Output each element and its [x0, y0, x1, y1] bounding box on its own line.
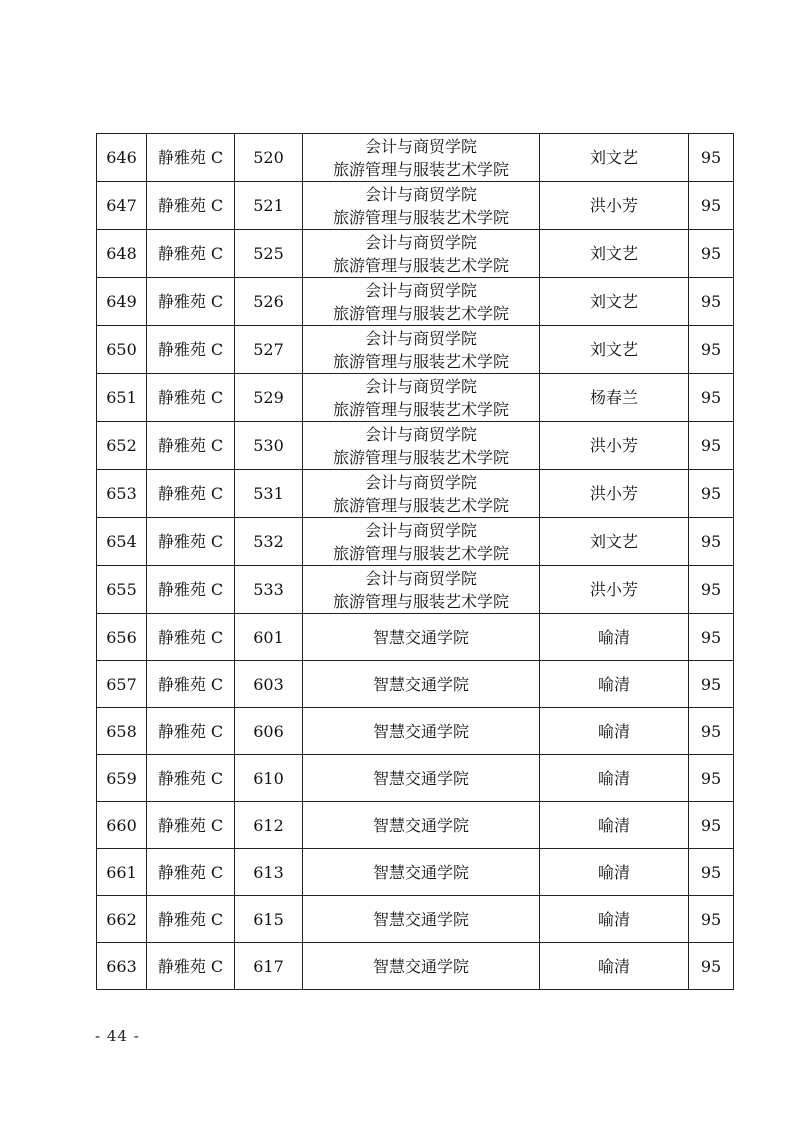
table-row: [97, 566, 734, 614]
college-name: 智慧交通学院: [372, 862, 469, 882]
table-row: [97, 849, 734, 896]
college-name: 旅游管理与服装艺术学院: [332, 303, 509, 323]
table-row: [97, 230, 734, 278]
table-row: [97, 943, 734, 990]
teacher-cell: 喻清: [540, 708, 689, 755]
college-name: 旅游管理与服装艺术学院: [332, 255, 509, 275]
college-cell: [303, 755, 540, 802]
building-cell: 静雅苑 C: [147, 566, 235, 614]
table-row: [97, 422, 734, 470]
row-number-cell: 654: [97, 518, 147, 566]
college-cell: [303, 896, 540, 943]
row-number-cell: 647: [97, 182, 147, 230]
teacher-cell: 喻清: [540, 943, 689, 990]
college-name: 智慧交通学院: [372, 815, 469, 835]
college-name: 会计与商贸学院: [364, 424, 477, 444]
college-cell: [303, 422, 540, 470]
score-cell: 95: [689, 374, 734, 422]
table-row: [97, 755, 734, 802]
table-row: [97, 134, 734, 182]
score-cell: 95: [689, 755, 734, 802]
building-cell: 静雅苑 C: [147, 708, 235, 755]
college-cell: [303, 566, 540, 614]
score-cell: 95: [689, 614, 734, 661]
college-cell: [303, 518, 540, 566]
college-name: 会计与商贸学院: [364, 136, 477, 156]
room-number-cell: 533: [235, 566, 303, 614]
score-cell: 95: [689, 849, 734, 896]
college-cell: [303, 708, 540, 755]
score-cell: 95: [689, 278, 734, 326]
score-cell: 95: [689, 566, 734, 614]
score-cell: 95: [689, 134, 734, 182]
row-number-cell: 658: [97, 708, 147, 755]
room-number-cell: 529: [235, 374, 303, 422]
row-number-cell: 662: [97, 896, 147, 943]
college-name: 会计与商贸学院: [364, 472, 477, 492]
college-cell: [303, 182, 540, 230]
college-name: 旅游管理与服装艺术学院: [332, 159, 509, 179]
table-row: [97, 708, 734, 755]
teacher-cell: 刘文艺: [540, 230, 689, 278]
teacher-cell: 喻清: [540, 849, 689, 896]
teacher-cell: 刘文艺: [540, 326, 689, 374]
teacher-cell: 刘文艺: [540, 278, 689, 326]
teacher-cell: 洪小芳: [540, 470, 689, 518]
building-cell: 静雅苑 C: [147, 896, 235, 943]
teacher-cell: 杨春兰: [540, 374, 689, 422]
college-cell: [303, 326, 540, 374]
row-number-cell: 646: [97, 134, 147, 182]
score-cell: 95: [689, 230, 734, 278]
row-number-cell: 660: [97, 802, 147, 849]
college-cell: [303, 374, 540, 422]
score-cell: 95: [689, 708, 734, 755]
teacher-cell: 喻清: [540, 755, 689, 802]
row-number-cell: 653: [97, 470, 147, 518]
college-cell: [303, 278, 540, 326]
table-row: [97, 661, 734, 708]
row-number-cell: 652: [97, 422, 147, 470]
teacher-cell: 喻清: [540, 661, 689, 708]
row-number-cell: 657: [97, 661, 147, 708]
college-name: 旅游管理与服装艺术学院: [332, 591, 509, 611]
building-cell: 静雅苑 C: [147, 849, 235, 896]
college-name: 智慧交通学院: [372, 674, 469, 694]
table-row: [97, 518, 734, 566]
college-name: 旅游管理与服装艺术学院: [332, 207, 509, 227]
table-row: [97, 182, 734, 230]
teacher-cell: 喻清: [540, 896, 689, 943]
building-cell: 静雅苑 C: [147, 230, 235, 278]
college-name: 会计与商贸学院: [364, 184, 477, 204]
teacher-cell: 刘文艺: [540, 134, 689, 182]
table-row: [97, 802, 734, 849]
college-cell: [303, 230, 540, 278]
room-number-cell: 526: [235, 278, 303, 326]
room-number-cell: 617: [235, 943, 303, 990]
score-cell: 95: [689, 802, 734, 849]
building-cell: 静雅苑 C: [147, 518, 235, 566]
college-name: 会计与商贸学院: [364, 328, 477, 348]
room-number-cell: 525: [235, 230, 303, 278]
table-row: [97, 896, 734, 943]
table-row: [97, 470, 734, 518]
building-cell: 静雅苑 C: [147, 182, 235, 230]
room-number-cell: 615: [235, 896, 303, 943]
building-cell: 静雅苑 C: [147, 943, 235, 990]
college-name: 会计与商贸学院: [364, 232, 477, 252]
row-number-cell: 656: [97, 614, 147, 661]
college-name: 智慧交通学院: [372, 956, 469, 976]
building-cell: 静雅苑 C: [147, 134, 235, 182]
page-number: - 44 -: [95, 1027, 140, 1045]
room-number-cell: 613: [235, 849, 303, 896]
teacher-cell: 喻清: [540, 614, 689, 661]
row-number-cell: 663: [97, 943, 147, 990]
college-name: 旅游管理与服装艺术学院: [332, 543, 509, 563]
room-number-cell: 521: [235, 182, 303, 230]
room-number-cell: 612: [235, 802, 303, 849]
score-cell: 95: [689, 326, 734, 374]
college-name: 智慧交通学院: [372, 768, 469, 788]
dormitory-score-table: [96, 133, 734, 990]
row-number-cell: 661: [97, 849, 147, 896]
college-cell: [303, 661, 540, 708]
room-number-cell: 610: [235, 755, 303, 802]
college-cell: [303, 614, 540, 661]
building-cell: 静雅苑 C: [147, 326, 235, 374]
score-cell: 95: [689, 518, 734, 566]
row-number-cell: 655: [97, 566, 147, 614]
row-number-cell: 650: [97, 326, 147, 374]
room-number-cell: 603: [235, 661, 303, 708]
room-number-cell: 520: [235, 134, 303, 182]
building-cell: 静雅苑 C: [147, 278, 235, 326]
college-name: 智慧交通学院: [372, 909, 469, 929]
score-cell: 95: [689, 661, 734, 708]
table-row: [97, 374, 734, 422]
row-number-cell: 649: [97, 278, 147, 326]
college-cell: [303, 943, 540, 990]
college-name: 会计与商贸学院: [364, 376, 477, 396]
teacher-cell: 洪小芳: [540, 566, 689, 614]
college-name: 旅游管理与服装艺术学院: [332, 351, 509, 371]
college-name: 智慧交通学院: [372, 721, 469, 741]
room-number-cell: 532: [235, 518, 303, 566]
college-name: 会计与商贸学院: [364, 520, 477, 540]
score-cell: 95: [689, 896, 734, 943]
row-number-cell: 659: [97, 755, 147, 802]
room-number-cell: 606: [235, 708, 303, 755]
table-body: [97, 134, 734, 990]
score-cell: 95: [689, 470, 734, 518]
teacher-cell: 洪小芳: [540, 182, 689, 230]
room-number-cell: 527: [235, 326, 303, 374]
room-number-cell: 601: [235, 614, 303, 661]
college-name: 会计与商贸学院: [364, 568, 477, 588]
college-name: 智慧交通学院: [372, 627, 469, 647]
college-name: 旅游管理与服装艺术学院: [332, 495, 509, 515]
college-name: 会计与商贸学院: [364, 280, 477, 300]
building-cell: 静雅苑 C: [147, 614, 235, 661]
college-cell: [303, 802, 540, 849]
building-cell: 静雅苑 C: [147, 374, 235, 422]
row-number-cell: 651: [97, 374, 147, 422]
teacher-cell: 洪小芳: [540, 422, 689, 470]
building-cell: 静雅苑 C: [147, 422, 235, 470]
room-number-cell: 531: [235, 470, 303, 518]
college-cell: [303, 849, 540, 896]
teacher-cell: 喻清: [540, 802, 689, 849]
building-cell: 静雅苑 C: [147, 802, 235, 849]
college-name: 旅游管理与服装艺术学院: [332, 447, 509, 467]
room-number-cell: 530: [235, 422, 303, 470]
score-cell: 95: [689, 943, 734, 990]
building-cell: 静雅苑 C: [147, 470, 235, 518]
building-cell: 静雅苑 C: [147, 755, 235, 802]
table-row: [97, 278, 734, 326]
building-cell: 静雅苑 C: [147, 661, 235, 708]
college-cell: [303, 470, 540, 518]
table-row: [97, 326, 734, 374]
college-name: 旅游管理与服装艺术学院: [332, 399, 509, 419]
teacher-cell: 刘文艺: [540, 518, 689, 566]
score-cell: 95: [689, 182, 734, 230]
college-cell: [303, 134, 540, 182]
table-row: [97, 614, 734, 661]
row-number-cell: 648: [97, 230, 147, 278]
score-cell: 95: [689, 422, 734, 470]
